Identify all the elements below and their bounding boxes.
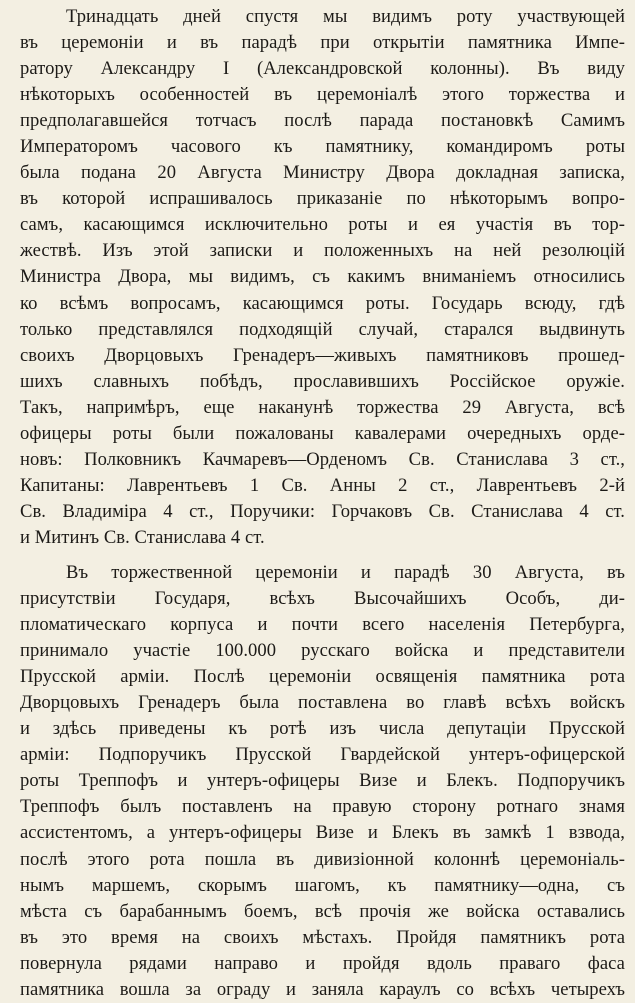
text-line: въ это время на своихъ мѣстахъ. Пройдя памятникъ рота	[20, 926, 625, 948]
text-line: Императоромъ часового къ памятнику, командиромъ роты	[20, 136, 625, 158]
text-line: повернула рядами направо и пройдя вдоль праваго фаса	[20, 952, 625, 974]
text-line: Треппофъ былъ поставленъ на правую сторону ротнаго знамя	[20, 796, 625, 818]
text-line: Министра Двора, мы видимъ, съ какимъ вниманіемъ относились	[20, 266, 625, 288]
text-line: арміи: Подпоручикъ Прусской Гвардейской унтеръ-офицерской	[20, 744, 625, 766]
text-line: самъ, касающимся исключительно роты и ея участія въ тор-	[20, 214, 625, 236]
text-line: Дворцовыхъ Гренадеръ была поставлена во главѣ всѣхъ войскъ	[20, 692, 625, 714]
text-line: Прусской арміи. Послѣ церемоніи освященія памятника рота	[20, 666, 625, 688]
text-line: Тринадцать дней спустя мы видимъ роту участвующей	[66, 6, 625, 27]
text-line: послѣ этого рота пошла въ дивизіонной колоннѣ церемоніаль-	[20, 848, 625, 870]
text-line: офицеры роты были пожалованы кавалерами очередныхъ орде-	[20, 422, 625, 444]
text-line: принимало участіе 100.000 русскаго войска и представители	[20, 640, 625, 662]
text-line: только представлялся подходящій случай, старался выдвинуть	[20, 318, 625, 340]
text-line: Св. Владиміра 4 ст., Поручики: Горчаковъ Св. Станислава 4 ст.	[20, 500, 625, 522]
text-line: въ церемоніи и въ парадѣ при открытіи памятника Импе-	[20, 32, 625, 54]
text-line: въ которой испрашивалось приказаніе по нѣкоторымъ вопро-	[20, 188, 625, 210]
text-line: новъ: Полковникъ Качмаревъ—Орденомъ Св. Станислава 3 ст.,	[20, 448, 625, 470]
text-line: и Митинъ Св. Станислава 4 ст.	[20, 526, 265, 548]
text-line: Такъ, напримѣръ, еще наканунѣ торжества 29 Августа, всѣ	[20, 396, 625, 418]
text-line: роты Треппофъ и унтеръ-офицеры Визе и Блекъ. Подпоручикъ	[20, 770, 625, 792]
text-line: своихъ Дворцовыхъ Гренадеръ—живыхъ памятниковъ прошед-	[20, 344, 625, 366]
text-line: шихъ славныхъ побѣдъ, прославившихъ Россійское оружіе.	[20, 370, 625, 392]
text-line: была подана 20 Августа Министру Двора докладная записка,	[20, 162, 625, 184]
text-line: присутствіи Государя, всѣхъ Высочайшихъ Особъ, ди-	[20, 588, 625, 610]
text-line: жествѣ. Изъ этой записки и положенныхъ на ней резолюцій	[20, 240, 625, 262]
text-line: ассистентомъ, а унтеръ-офицеры Визе и Блекъ въ замкѣ 1 взвода,	[20, 822, 625, 844]
text-line: мѣста съ барабаннымъ боемъ, всѣ прочія же войска оставались	[20, 900, 625, 922]
paragraph-2	[20, 560, 625, 1003]
text-line: нѣкоторыхъ особенностей въ церемоніалѣ этого торжества и	[20, 84, 625, 106]
text-line: предполагавшейся тотчасъ послѣ парада постановкѣ Самимъ	[20, 110, 625, 132]
text-line: нымъ маршемъ, скорымъ шагомъ, къ памятнику—одна, съ	[20, 874, 625, 896]
text-line: пломатическаго корпуса и почти всего населенія Петербурга,	[20, 614, 625, 636]
text-line: ратору Александру I (Александровской колонны). Въ виду	[20, 58, 625, 80]
paragraph-1	[20, 4, 625, 551]
text-line: Капитаны: Лаврентьевъ 1 Св. Анны 2 ст., Лаврентьевъ 2-й	[20, 474, 625, 496]
text-line: памятника вошла за ограду и заняла караулъ со всѣхъ четырехъ	[20, 978, 625, 1000]
text-line: Въ торжественной церемоніи и парадѣ 30 Августа, въ	[66, 561, 625, 583]
text-line: ко всѣмъ вопросамъ, касающимся роты. Государь всюду, гдѣ	[20, 292, 625, 314]
text-line: и здѣсь приведены къ ротѣ изъ числа депутаціи Прусской	[20, 718, 625, 740]
